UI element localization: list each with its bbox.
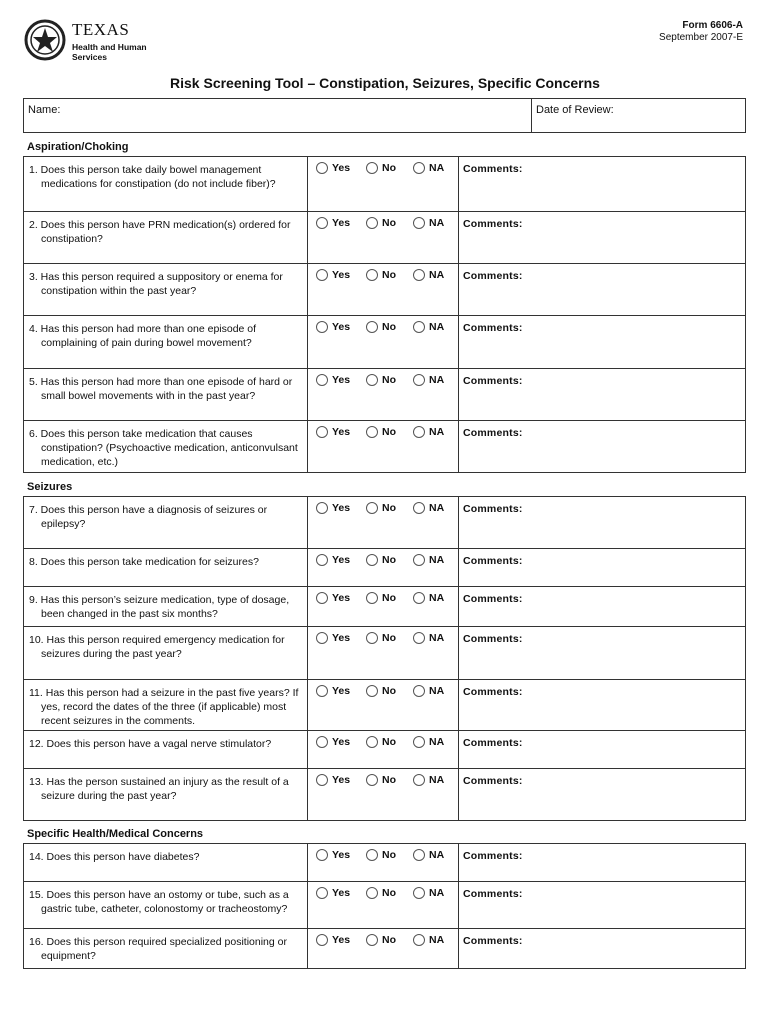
- yes-radio[interactable]: [316, 425, 350, 439]
- na-radio[interactable]: [413, 216, 444, 230]
- comments-field[interactable]: Comments:: [463, 935, 523, 947]
- question-cell: [24, 369, 307, 420]
- na-label: NA: [429, 887, 445, 899]
- yes-radio[interactable]: [316, 933, 350, 947]
- na-radio[interactable]: [413, 735, 444, 749]
- question-cell: [24, 316, 307, 368]
- comments-field[interactable]: Comments:: [463, 737, 523, 749]
- na-radio[interactable]: [413, 161, 444, 175]
- yes-radio[interactable]: [316, 773, 350, 787]
- radio-circle-icon[interactable]: [316, 887, 328, 899]
- na-radio[interactable]: [413, 501, 444, 515]
- na-label: NA: [429, 736, 445, 748]
- na-label: NA: [429, 426, 445, 438]
- radio-circle-icon[interactable]: [413, 632, 425, 644]
- radio-circle-icon[interactable]: [316, 374, 328, 386]
- no-label: No: [382, 736, 396, 748]
- comments-field[interactable]: Comments:: [463, 427, 523, 439]
- comments-field[interactable]: Comments:: [463, 686, 523, 698]
- question-cell: [24, 212, 307, 263]
- question-row: [23, 421, 746, 473]
- question-text: 4. Has this person had more than one episode of complaining of pain during bowel movement?: [29, 323, 257, 349]
- no-radio[interactable]: [366, 773, 396, 787]
- comments-field[interactable]: Comments:: [463, 888, 523, 900]
- na-radio[interactable]: [413, 320, 444, 334]
- question-row: [23, 587, 746, 627]
- question-cell: [24, 587, 307, 626]
- no-label: No: [382, 592, 396, 604]
- question-row: [23, 549, 746, 587]
- question-row: [23, 680, 746, 731]
- na-radio[interactable]: [413, 268, 444, 282]
- no-label: No: [382, 774, 396, 786]
- question-row: [23, 264, 746, 316]
- radio-circle-icon[interactable]: [316, 632, 328, 644]
- no-radio[interactable]: [366, 425, 396, 439]
- state-seal-icon: [24, 18, 66, 62]
- answer-options: [307, 769, 459, 820]
- question-cell: [24, 549, 307, 586]
- no-label: No: [382, 685, 396, 697]
- no-label: No: [382, 554, 396, 566]
- no-radio[interactable]: [366, 684, 396, 698]
- yes-label: Yes: [332, 934, 351, 946]
- question-cell: [24, 627, 307, 679]
- comments-field[interactable]: Comments:: [463, 503, 523, 515]
- radio-circle-icon[interactable]: [413, 217, 425, 229]
- no-label: No: [382, 269, 396, 281]
- radio-circle-icon[interactable]: [366, 426, 378, 438]
- yes-label: Yes: [332, 502, 351, 514]
- answer-options: [307, 264, 459, 315]
- radio-circle-icon[interactable]: [413, 321, 425, 333]
- question-cell: [24, 157, 307, 211]
- question-text: 13. Has the person sustained an injury as the result of a seizure during the past year?: [29, 776, 289, 802]
- yes-label: Yes: [332, 632, 351, 644]
- question-text: 2. Does this person have PRN medication(s) ordered for constipation?: [29, 219, 291, 245]
- na-radio[interactable]: [413, 373, 444, 387]
- na-radio[interactable]: [413, 886, 444, 900]
- na-label: NA: [429, 269, 445, 281]
- question-row: [23, 369, 746, 421]
- na-label: NA: [429, 374, 445, 386]
- no-radio[interactable]: [366, 848, 396, 862]
- no-label: No: [382, 374, 396, 386]
- answer-options: [307, 844, 459, 881]
- yes-label: Yes: [332, 162, 351, 174]
- na-radio[interactable]: [413, 773, 444, 787]
- page-title: Risk Screening Tool – Constipation, Seizures, Specific Concerns: [170, 75, 600, 91]
- comments-field[interactable]: Comments:: [463, 775, 523, 787]
- radio-circle-icon[interactable]: [366, 554, 378, 566]
- no-radio[interactable]: [366, 933, 396, 947]
- yes-radio[interactable]: [316, 373, 350, 387]
- no-label: No: [382, 426, 396, 438]
- question-cell: [24, 769, 307, 820]
- section-heading: Seizures: [27, 481, 73, 493]
- na-label: NA: [429, 217, 445, 229]
- comments-field[interactable]: Comments:: [463, 593, 523, 605]
- radio-circle-icon[interactable]: [366, 849, 378, 861]
- na-label: NA: [429, 849, 445, 861]
- radio-circle-icon[interactable]: [366, 321, 378, 333]
- radio-circle-icon[interactable]: [316, 774, 328, 786]
- na-radio[interactable]: [413, 591, 444, 605]
- question-cell: [24, 264, 307, 315]
- question-text: 15. Does this person have an ostomy or tube, such as a gastric tube, catheter, colonostomy or tracheostomy?: [29, 889, 289, 915]
- answer-options: [307, 497, 459, 548]
- radio-circle-icon[interactable]: [316, 849, 328, 861]
- name-date-row: [23, 98, 746, 133]
- comments-field[interactable]: Comments:: [463, 633, 523, 645]
- no-radio[interactable]: [366, 886, 396, 900]
- radio-circle-icon[interactable]: [413, 685, 425, 697]
- radio-circle-icon[interactable]: [366, 887, 378, 899]
- radio-circle-icon[interactable]: [366, 269, 378, 281]
- na-radio[interactable]: [413, 684, 444, 698]
- question-row: [23, 731, 746, 769]
- no-label: No: [382, 217, 396, 229]
- radio-circle-icon[interactable]: [366, 685, 378, 697]
- na-label: NA: [429, 162, 445, 174]
- no-radio[interactable]: [366, 268, 396, 282]
- yes-label: Yes: [332, 554, 351, 566]
- yes-radio[interactable]: [316, 161, 350, 175]
- radio-circle-icon[interactable]: [413, 426, 425, 438]
- date-of-review-field[interactable]: Date of Review:: [531, 99, 614, 132]
- question-row: [23, 769, 746, 821]
- na-radio[interactable]: [413, 631, 444, 645]
- question-text: 1. Does this person take daily bowel management medications for constipation (do not include fiber)?: [29, 164, 276, 190]
- question-text: 9. Has this person’s seizure medication, type of dosage, been changed in the past six months?: [29, 594, 290, 620]
- yes-label: Yes: [332, 426, 351, 438]
- question-row: [23, 496, 746, 549]
- no-radio[interactable]: [366, 591, 396, 605]
- comments-field[interactable]: Comments:: [463, 322, 523, 334]
- question-cell: [24, 882, 307, 928]
- question-text: 10. Has this person required emergency medication for seizures during the past year?: [29, 634, 285, 660]
- yes-label: Yes: [332, 269, 351, 281]
- answer-options: [307, 369, 459, 420]
- radio-circle-icon[interactable]: [366, 736, 378, 748]
- na-radio[interactable]: [413, 848, 444, 862]
- comments-field[interactable]: Comments:: [463, 218, 523, 230]
- yes-radio[interactable]: [316, 631, 350, 645]
- answer-options: [307, 731, 459, 768]
- radio-circle-icon[interactable]: [366, 162, 378, 174]
- logo-subtitle: Health and Human Services: [72, 42, 147, 62]
- radio-circle-icon[interactable]: [366, 217, 378, 229]
- answer-options: [307, 316, 459, 368]
- no-radio[interactable]: [366, 735, 396, 749]
- yes-radio[interactable]: [316, 735, 350, 749]
- radio-circle-icon[interactable]: [316, 162, 328, 174]
- na-label: NA: [429, 632, 445, 644]
- radio-circle-icon[interactable]: [413, 554, 425, 566]
- na-label: NA: [429, 321, 445, 333]
- no-label: No: [382, 887, 396, 899]
- no-label: No: [382, 632, 396, 644]
- question-text: 8. Does this person take medication for seizures?: [29, 556, 259, 568]
- comments-field[interactable]: Comments:: [463, 375, 523, 387]
- comments-field[interactable]: Comments:: [463, 163, 523, 175]
- yes-label: Yes: [332, 592, 351, 604]
- yes-label: Yes: [332, 887, 351, 899]
- question-text: 5. Has this person had more than one episode of hard or small bowel movements with in the past year?: [29, 376, 293, 402]
- question-row: [23, 156, 746, 212]
- radio-circle-icon[interactable]: [316, 217, 328, 229]
- radio-circle-icon[interactable]: [413, 774, 425, 786]
- comments-field[interactable]: Comments:: [463, 850, 523, 862]
- yes-radio[interactable]: [316, 320, 350, 334]
- answer-options: [307, 627, 459, 679]
- radio-circle-icon[interactable]: [413, 374, 425, 386]
- radio-circle-icon[interactable]: [316, 685, 328, 697]
- yes-radio[interactable]: [316, 591, 350, 605]
- no-radio[interactable]: [366, 631, 396, 645]
- radio-circle-icon[interactable]: [316, 269, 328, 281]
- question-cell: [24, 929, 307, 968]
- comments-field[interactable]: Comments:: [463, 555, 523, 567]
- radio-circle-icon[interactable]: [316, 592, 328, 604]
- na-label: NA: [429, 592, 445, 604]
- no-label: No: [382, 321, 396, 333]
- question-text: 11. Has this person had a seizure in the past five years? If yes, record the dates of the three (if applicable) most recent seizures in the comments.: [29, 687, 299, 727]
- answer-options: [307, 882, 459, 928]
- radio-circle-icon[interactable]: [366, 934, 378, 946]
- na-radio[interactable]: [413, 933, 444, 947]
- radio-circle-icon[interactable]: [366, 502, 378, 514]
- form-identifier: [659, 20, 743, 44]
- na-label: NA: [429, 502, 445, 514]
- question-text: 3. Has this person required a suppository or enema for constipation within the past year?: [29, 271, 283, 297]
- no-radio[interactable]: [366, 501, 396, 515]
- radio-circle-icon[interactable]: [413, 592, 425, 604]
- answer-options: [307, 929, 459, 968]
- answer-options: [307, 680, 459, 730]
- question-cell: [24, 680, 307, 730]
- yes-radio[interactable]: [316, 268, 350, 282]
- radio-circle-icon[interactable]: [413, 736, 425, 748]
- yes-label: Yes: [332, 736, 351, 748]
- question-cell: [24, 731, 307, 768]
- radio-circle-icon[interactable]: [366, 374, 378, 386]
- question-text: 12. Does this person have a vagal nerve stimulator?: [29, 738, 272, 750]
- comments-field[interactable]: Comments:: [463, 270, 523, 282]
- no-radio[interactable]: [366, 216, 396, 230]
- question-row: [23, 843, 746, 882]
- question-cell: [24, 497, 307, 548]
- question-cell: [24, 421, 307, 472]
- yes-label: Yes: [332, 774, 351, 786]
- radio-circle-icon[interactable]: [366, 592, 378, 604]
- yes-radio[interactable]: [316, 216, 350, 230]
- radio-circle-icon[interactable]: [316, 554, 328, 566]
- radio-circle-icon[interactable]: [413, 887, 425, 899]
- radio-circle-icon[interactable]: [413, 502, 425, 514]
- yes-label: Yes: [332, 321, 351, 333]
- question-text: 14. Does this person have diabetes?: [29, 851, 200, 863]
- radio-circle-icon[interactable]: [366, 774, 378, 786]
- logo-title: TEXAS: [72, 20, 130, 39]
- yes-radio[interactable]: [316, 886, 350, 900]
- yes-label: Yes: [332, 685, 351, 697]
- texas-hhs-logo: [24, 18, 154, 66]
- radio-circle-icon[interactable]: [413, 849, 425, 861]
- na-label: NA: [429, 685, 445, 697]
- no-label: No: [382, 162, 396, 174]
- yes-radio[interactable]: [316, 553, 350, 567]
- radio-circle-icon[interactable]: [316, 321, 328, 333]
- answer-options: [307, 549, 459, 586]
- yes-radio[interactable]: [316, 848, 350, 862]
- question-row: [23, 212, 746, 264]
- no-radio[interactable]: [366, 553, 396, 567]
- na-label: NA: [429, 554, 445, 566]
- radio-circle-icon[interactable]: [366, 632, 378, 644]
- yes-radio[interactable]: [316, 501, 350, 515]
- radio-circle-icon[interactable]: [413, 162, 425, 174]
- answer-options: [307, 587, 459, 626]
- radio-circle-icon[interactable]: [316, 934, 328, 946]
- section-heading: Aspiration/Choking: [27, 141, 129, 153]
- yes-radio[interactable]: [316, 684, 350, 698]
- radio-circle-icon[interactable]: [316, 426, 328, 438]
- question-text: 7. Does this person have a diagnosis of seizures or epilepsy?: [29, 504, 268, 530]
- radio-circle-icon[interactable]: [413, 269, 425, 281]
- no-radio[interactable]: [366, 320, 396, 334]
- question-row: [23, 316, 746, 369]
- answer-options: [307, 157, 459, 211]
- na-label: NA: [429, 774, 445, 786]
- question-text: 6. Does this person take medication that causes constipation? (Psychoactive medication, anticonvulsant medication, etc.): [29, 428, 298, 468]
- yes-label: Yes: [332, 849, 351, 861]
- form-date: September 2007-E: [659, 32, 743, 43]
- na-radio[interactable]: [413, 425, 444, 439]
- radio-circle-icon[interactable]: [413, 934, 425, 946]
- question-row: [23, 882, 746, 929]
- form-number: Form 6606-A: [682, 20, 743, 31]
- yes-label: Yes: [332, 217, 351, 229]
- no-radio[interactable]: [366, 373, 396, 387]
- answer-options: [307, 421, 459, 472]
- no-label: No: [382, 934, 396, 946]
- na-radio[interactable]: [413, 553, 444, 567]
- no-label: No: [382, 849, 396, 861]
- no-radio[interactable]: [366, 161, 396, 175]
- section-heading: Specific Health/Medical Concerns: [27, 828, 204, 840]
- name-field[interactable]: Name:: [28, 104, 61, 116]
- radio-circle-icon[interactable]: [316, 736, 328, 748]
- question-row: [23, 929, 746, 969]
- radio-circle-icon[interactable]: [316, 502, 328, 514]
- question-row: [23, 627, 746, 680]
- question-cell: [24, 844, 307, 881]
- answer-options: [307, 212, 459, 263]
- na-label: NA: [429, 934, 445, 946]
- no-label: No: [382, 502, 396, 514]
- question-text: 16. Does this person required specialized positioning or equipment?: [29, 936, 287, 962]
- yes-label: Yes: [332, 374, 351, 386]
